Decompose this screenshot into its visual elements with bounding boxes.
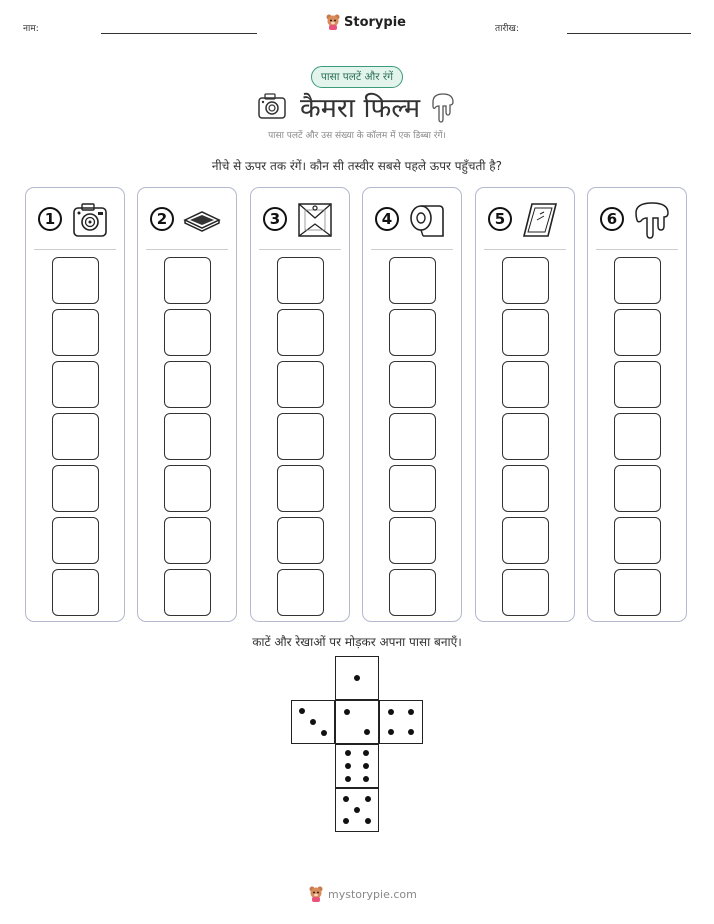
- camera-icon: [70, 200, 110, 240]
- color-box[interactable]: [614, 361, 661, 408]
- brand-logo: [326, 14, 406, 30]
- column-2: [137, 187, 237, 622]
- color-box[interactable]: [164, 465, 211, 512]
- color-box[interactable]: [502, 517, 549, 564]
- column-divider: [259, 249, 341, 250]
- die-pip: [364, 729, 370, 735]
- color-box[interactable]: [164, 309, 211, 356]
- film-tray-icon: [182, 200, 222, 240]
- die-pip: [363, 750, 369, 756]
- die-pip: [343, 796, 349, 802]
- color-box[interactable]: [614, 257, 661, 304]
- color-box[interactable]: [277, 517, 324, 564]
- die-pip: [310, 719, 316, 725]
- brand-name: Storypie: [344, 14, 406, 30]
- date-label: तारीख:: [495, 24, 519, 34]
- die-pip: [345, 776, 351, 782]
- color-box[interactable]: [389, 361, 436, 408]
- color-box[interactable]: [502, 257, 549, 304]
- color-box[interactable]: [614, 413, 661, 460]
- color-box[interactable]: [52, 465, 99, 512]
- die-pip: [354, 807, 360, 813]
- subtitle: पासा पलटें और उस संख्या के कॉलम में एक डिब्बा रंगें।: [268, 131, 446, 141]
- drip-icon: [430, 92, 456, 124]
- bear-mascot-icon: [326, 14, 340, 30]
- column-divider: [484, 249, 566, 250]
- color-box[interactable]: [277, 309, 324, 356]
- die-face-6: [335, 744, 379, 788]
- die-pip: [345, 750, 351, 756]
- color-box[interactable]: [277, 465, 324, 512]
- column-number: 1: [38, 207, 62, 231]
- color-box[interactable]: [614, 309, 661, 356]
- film-envelope-icon: [295, 200, 335, 240]
- column-1: [25, 187, 125, 622]
- column-5: [475, 187, 575, 622]
- column-3: [250, 187, 350, 622]
- die-face-2: [335, 700, 379, 744]
- column-number: 6: [600, 207, 624, 231]
- color-box[interactable]: [389, 465, 436, 512]
- die-face-5: [335, 788, 379, 832]
- die-pip: [343, 818, 349, 824]
- die-pip: [388, 709, 394, 715]
- color-box[interactable]: [502, 309, 549, 356]
- column-number: 4: [375, 207, 399, 231]
- color-box[interactable]: [502, 361, 549, 408]
- column-4: [362, 187, 462, 622]
- die-pip: [408, 729, 414, 735]
- column-number: 5: [488, 207, 512, 231]
- color-box[interactable]: [277, 569, 324, 616]
- color-box[interactable]: [164, 517, 211, 564]
- color-box[interactable]: [52, 361, 99, 408]
- color-box[interactable]: [389, 569, 436, 616]
- die-pip: [345, 763, 351, 769]
- tape-roll-icon: [407, 200, 447, 240]
- color-box[interactable]: [389, 517, 436, 564]
- die-pip: [388, 729, 394, 735]
- footer-url[interactable]: mystorypie.com: [328, 887, 417, 901]
- column-divider: [596, 249, 678, 250]
- name-line[interactable]: [101, 33, 257, 34]
- die-face-3: [291, 700, 335, 744]
- die-pip: [363, 763, 369, 769]
- column-6: [587, 187, 687, 622]
- footer: [309, 886, 417, 902]
- color-box[interactable]: [277, 257, 324, 304]
- drip-icon: [632, 200, 672, 240]
- color-box[interactable]: [389, 413, 436, 460]
- die-pip: [344, 709, 350, 715]
- activity-badge: पासा पलटें और रंगें: [311, 66, 403, 88]
- die-pip: [299, 708, 305, 714]
- color-box[interactable]: [52, 257, 99, 304]
- date-line[interactable]: [567, 33, 691, 34]
- column-divider: [146, 249, 228, 250]
- instruction-text: नीचे से ऊपर तक रंगें। कौन सी तस्वीर सबसे पहले ऊपर पहुँचती है?: [211, 159, 503, 173]
- die-pip: [365, 796, 371, 802]
- die-pip: [363, 776, 369, 782]
- die-pip: [408, 709, 414, 715]
- color-box[interactable]: [614, 517, 661, 564]
- camera-icon: [257, 92, 287, 120]
- die-pip: [365, 818, 371, 824]
- color-box[interactable]: [277, 361, 324, 408]
- color-box[interactable]: [389, 257, 436, 304]
- color-box[interactable]: [502, 569, 549, 616]
- bear-mascot-icon: [309, 886, 323, 902]
- die-face-1: [335, 656, 379, 700]
- color-box[interactable]: [164, 257, 211, 304]
- color-box[interactable]: [164, 569, 211, 616]
- color-box[interactable]: [502, 413, 549, 460]
- color-box[interactable]: [164, 361, 211, 408]
- glass-slide-icon: [520, 200, 560, 240]
- column-number: 2: [150, 207, 174, 231]
- color-box[interactable]: [502, 465, 549, 512]
- color-box[interactable]: [52, 569, 99, 616]
- die-pip: [321, 730, 327, 736]
- column-divider: [34, 249, 116, 250]
- die-face-4: [379, 700, 423, 744]
- page-title: कैमरा फिल्म: [300, 93, 421, 124]
- color-box[interactable]: [164, 413, 211, 460]
- name-label: नाम:: [23, 24, 39, 34]
- color-box[interactable]: [52, 309, 99, 356]
- column-divider: [371, 249, 453, 250]
- color-box[interactable]: [52, 413, 99, 460]
- die-pip: [354, 675, 360, 681]
- column-number: 3: [263, 207, 287, 231]
- color-box[interactable]: [52, 517, 99, 564]
- color-box[interactable]: [277, 413, 324, 460]
- color-box[interactable]: [614, 569, 661, 616]
- die-instruction: काटें और रेखाओं पर मोड़कर अपना पासा बनाएँ।: [252, 635, 462, 649]
- color-box[interactable]: [389, 309, 436, 356]
- color-box[interactable]: [614, 465, 661, 512]
